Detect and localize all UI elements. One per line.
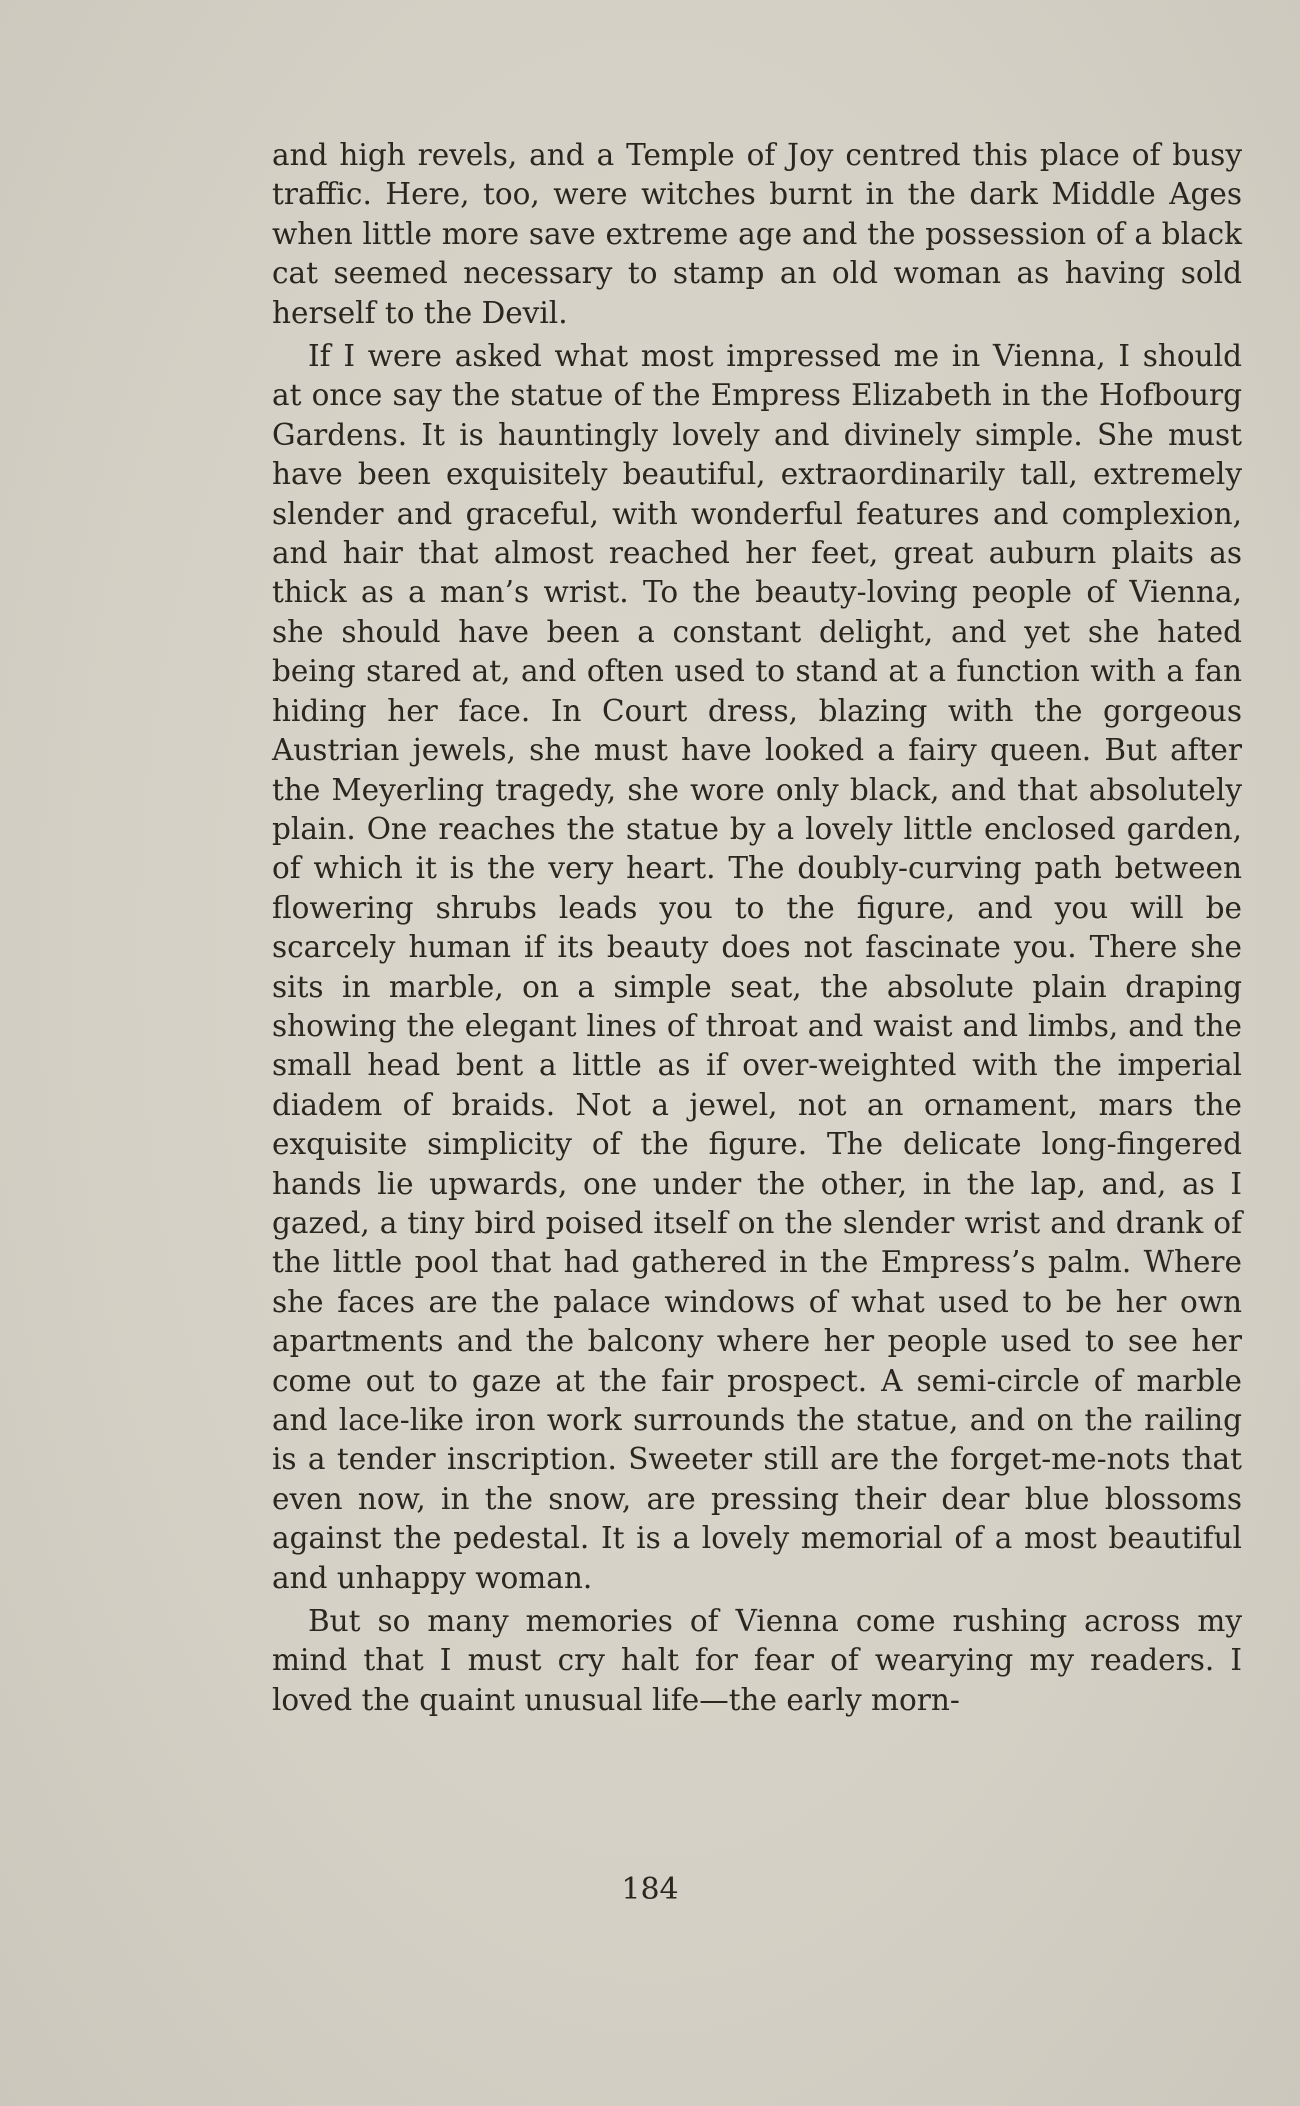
paragraph-1: and high revels, and a Temple of Joy centred this place of busy traffic. Here, too, were witches burnt in the dark Middle Ages when little more save extreme age and the possession of a black cat seemed necessary to stamp an old woman as having sold herself to the Devil. (272, 138, 1242, 330)
paragraph-2: If I were asked what most impressed me in Vienna, I should at once say the statue of the Empress Elizabeth in the Hofbourg Gardens. It is hauntingly lovely and divinely simple. She must have been exquisitely beautiful, extraordinarily tall, extremely slender and graceful, with wonderful features and complexion, and hair that almost reached her feet, great auburn plaits as thick as a man’s wrist. To the beauty-loving people of Vienna, she should have been a constant delight, and yet she hated being stared at, and often used to stand at a function with a fan hiding her face. In Court dress, blazing with the gorgeous Austrian jewels, she must have looked a fairy queen. But after the Meyerling tragedy, she wore only black, and that absolutely plain. One reaches the statue by a lovely little enclosed garden, of which it is the very heart. The doubly-curving path between flowering shrubs leads you to the figure, and you will be scarcely human if its beauty does not fascinate you. There she sits in marble, on a simple seat, the absolute plain draping showing the elegant lines of throat and waist and limbs, and the small head bent a little as if over-weighted with the imperial diadem of braids. Not a jewel, not an ornament, mars the exquisite simplicity of the figure. The delicate long-fingered hands lie upwards, one under the other, in the lap, and, as I gazed, a tiny bird poised itself on the slender wrist and drank of the little pool that had gathered in the Empress’s palm. Where she faces are the palace windows of what used to be her own apartments and the balcony where her people used to see her come out to gaze at the fair prospect. A semi-circle of marble and lace-like iron work surrounds the statue, and on the railing is a tender inscription. Sweeter still are the forget-me-nots that even now, in the snow, are pressing their dear blue blossoms against the pedestal. It is a lovely memorial of a most beautiful and unhappy woman. (272, 339, 1242, 1595)
body-text (272, 136, 1242, 1724)
page-number: 184 (621, 1872, 679, 1907)
paragraph-3: But so many memories of Vienna come rushing across my mind that I must cry halt for fear of wearying my readers. I loved the quaint unusual life—the early morn- (272, 1604, 1242, 1717)
